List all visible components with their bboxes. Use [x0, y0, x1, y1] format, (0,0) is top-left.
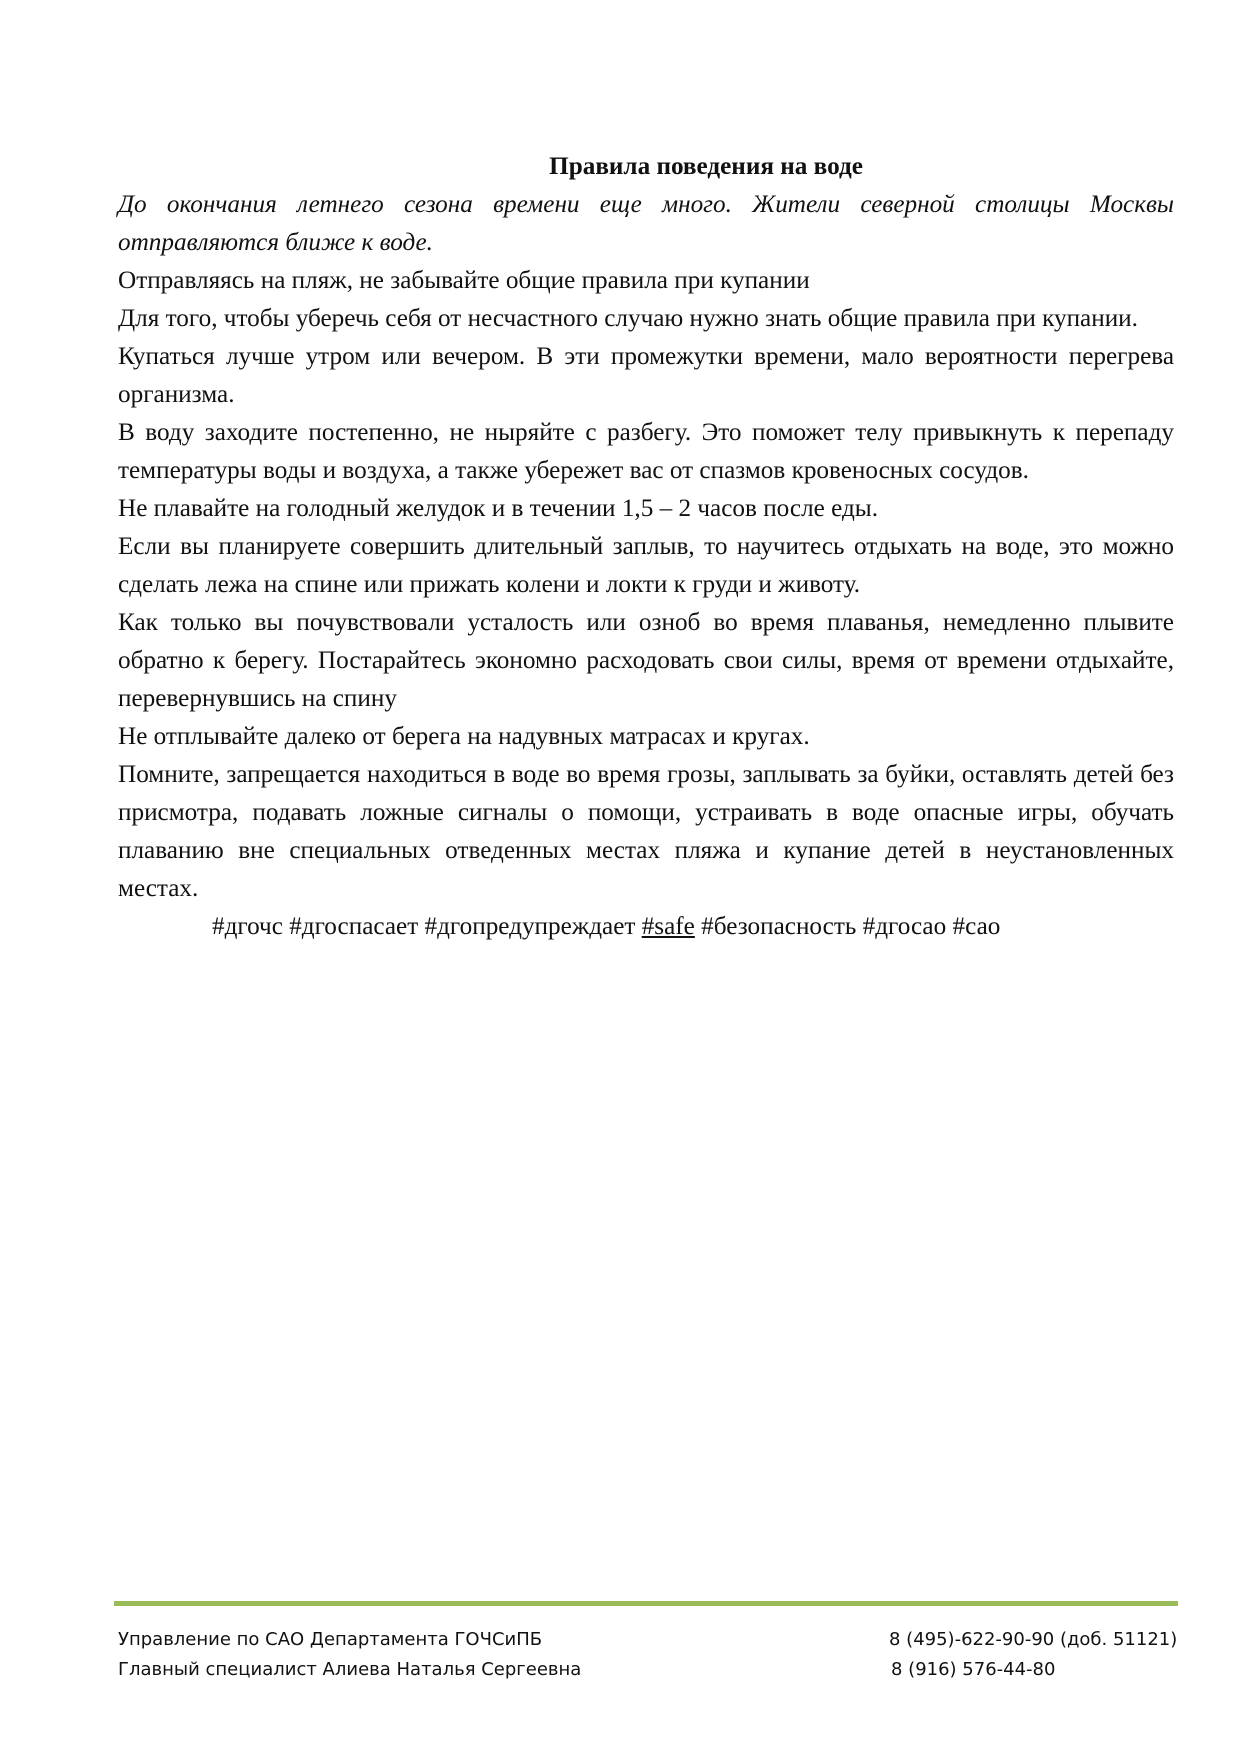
- hashtag-safe-link[interactable]: #safe: [641, 913, 695, 940]
- footer-specialist-name: Главный специалист Алиева Наталья Сергеевна: [118, 1659, 582, 1680]
- paragraph-5: Не плавайте на голодный желудок и в течении 1,5 – 2 часов после еды.: [118, 495, 879, 522]
- paragraph-9: Помните, запрещается находиться в воде во время грозы, заплывать за буйки, оставлять детей без присмотра, подавать ложные сигналы о помощи, устраивать в воде опасные игры, обучать плаванию вне специальных отведенных местах пляжа и купание детей в неустановленных местах.: [118, 761, 1174, 902]
- footer-row-specialist: [118, 1655, 1178, 1685]
- footer: [118, 1625, 1178, 1685]
- hashtags-line: [118, 908, 1174, 946]
- document-title: Правила поведения на воде: [549, 153, 863, 180]
- paragraph-7: Как только вы почувствовали усталость или озноб во время плаванья, немедленно плывите обратно к берегу. Постарайтесь экономно расходовать свои силы, время от времени отдыхайте, перевернувшись на спину: [118, 609, 1174, 712]
- paragraph-8: Не отплывайте далеко от берега на надувных матрасах и кругах.: [118, 723, 810, 750]
- paragraph-2: Для того, чтобы уберечь себя от несчастного случаю нужно знать общие правила при купании.: [118, 305, 1138, 332]
- footer-row-org: [118, 1625, 1178, 1655]
- footer-specialist-phone: 8 (916) 576-44-80: [891, 1659, 1056, 1680]
- paragraph-3: Купаться лучше утром или вечером. В эти промежутки времени, мало вероятности перегрева организма.: [118, 343, 1174, 408]
- footer-org-name: Управление по САО Департамента ГОЧСиПБ: [118, 1629, 543, 1650]
- document-body: [118, 148, 1174, 946]
- hashtags-before: #дгочс #дгоспасает #дгопредупреждает: [212, 913, 642, 940]
- paragraph-1: Отправляясь на пляж, не забывайте общие правила при купании: [118, 267, 810, 294]
- intro-paragraph: До окончания летнего сезона времени еще много. Жители северной столицы Москвы отправляются ближе к воде.: [118, 191, 1174, 256]
- hashtags-after: #безопасность #дгосао #сао: [694, 913, 1001, 940]
- footer-divider: [114, 1601, 1178, 1606]
- footer-org-phone: 8 (495)-622-90-90 (доб. 51121): [889, 1629, 1178, 1650]
- paragraph-4: В воду заходите постепенно, не ныряйте с разбегу. Это поможет телу привыкнуть к перепаду температуры воды и воздуха, а также убережет вас от спазмов кровеносных сосудов.: [118, 419, 1174, 484]
- paragraph-6: Если вы планируете совершить длительный заплыв, то научитесь отдыхать на воде, это можно сделать лежа на спине или прижать колени и локти к груди и животу.: [118, 533, 1174, 598]
